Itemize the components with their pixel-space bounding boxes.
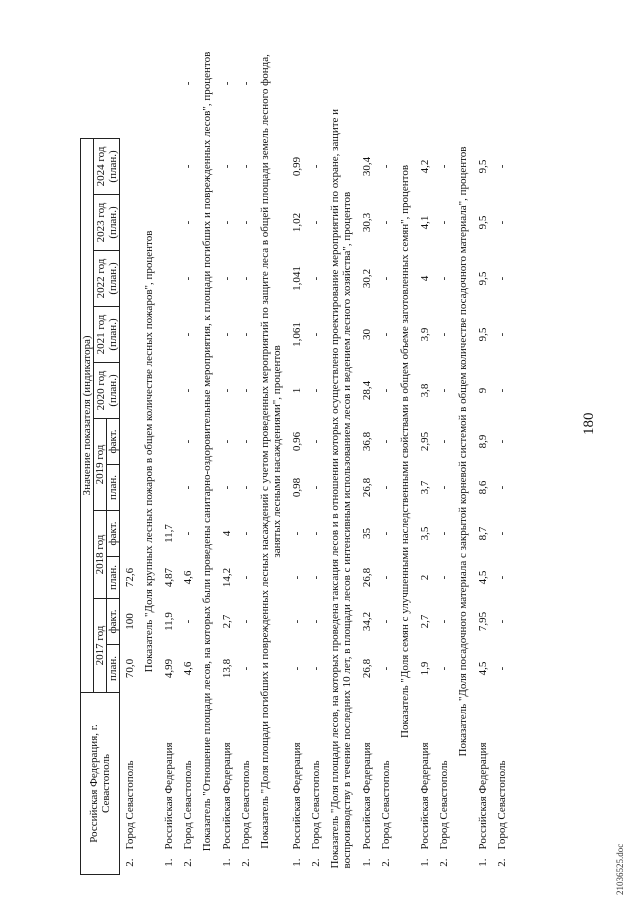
region-name: Город Севастополь [495, 760, 508, 850]
value-cell: - [379, 619, 392, 624]
value-cell [120, 418, 140, 464]
value-cell: 4,2 [418, 159, 431, 174]
value-cell: 0,98 [290, 477, 303, 498]
value-cell: - [495, 388, 508, 393]
region-name: Город Севастополь [309, 760, 322, 850]
table-row [120, 28, 140, 874]
value-cell: 4,6 [181, 661, 194, 676]
value-cell: 4 [220, 530, 233, 537]
value-cell [159, 250, 178, 306]
value-cell: 35 [360, 527, 373, 539]
value-cell: - [437, 388, 450, 393]
value-cell [120, 510, 140, 556]
value-cell: - [239, 619, 252, 624]
value-cell: - [495, 485, 508, 490]
table-row [178, 28, 197, 874]
region-name: Российская Федерация [220, 742, 233, 850]
value-cell: - [437, 619, 450, 624]
row-number: 2. [379, 858, 392, 867]
value-cell: - [495, 164, 508, 169]
value-cell [120, 194, 140, 250]
footer-code: 21036525.doc [615, 843, 625, 895]
value-cell: - [379, 276, 392, 281]
value-cell [159, 28, 178, 138]
value-cell: 4,5 [476, 661, 489, 676]
row-number: 1. [290, 858, 303, 867]
value-cell: - [220, 388, 233, 393]
table-row [376, 28, 395, 874]
value-cell: - [437, 575, 450, 580]
value-cell: 26,8 [360, 567, 373, 588]
value-cell: 7,95 [476, 611, 489, 632]
value-cell: - [495, 531, 508, 536]
value-cell: - [309, 332, 322, 337]
row-number: 2. [437, 858, 450, 867]
value-cell [120, 250, 140, 306]
value-cell: - [379, 164, 392, 169]
value-cell: - [181, 276, 194, 281]
value-cell: 30 [360, 328, 373, 340]
value-cell: - [495, 332, 508, 337]
value-cell: - [181, 485, 194, 490]
value-cell: - [495, 575, 508, 580]
year-header-2020: 2020 год (план.) [94, 362, 120, 418]
value-cell: - [309, 388, 322, 393]
value-cell: 4,87 [162, 567, 175, 588]
value-cell [120, 362, 140, 418]
value-cell: - [309, 666, 322, 671]
page-number: 180 [581, 412, 597, 435]
value-cell [434, 28, 453, 138]
row-number: 2. [123, 858, 136, 867]
table-row [159, 28, 178, 874]
table-row [492, 28, 511, 874]
row-number: 2. [181, 858, 194, 867]
value-cell: 9 [476, 387, 489, 394]
value-cell: - [239, 220, 252, 225]
value-cell: - [379, 220, 392, 225]
fact-subheader: факт. [107, 598, 120, 644]
value-cell: - [220, 332, 233, 337]
indicator-title: Показатель "Доля крупных лесных пожаров в общем количестве лесных пожаров", процентов [143, 230, 155, 673]
table-row [306, 28, 325, 874]
value-cell: - [220, 439, 233, 444]
value-cell: 11,9 [162, 612, 175, 631]
region-name: Российская Федерация [360, 742, 373, 850]
value-cell: 1,061 [290, 322, 303, 347]
value-cell: 100 [123, 613, 136, 630]
value-cell: 4,6 [181, 570, 194, 585]
row-number: 2. [239, 858, 252, 867]
value-cell: 1,02 [290, 212, 303, 233]
region-name: Российская Федерация [290, 742, 303, 850]
value-cell: 2,7 [418, 614, 431, 629]
region-name: Российская Федерация [476, 742, 489, 850]
value-cell: - [239, 439, 252, 444]
value-cell: - [239, 164, 252, 169]
value-cell: - [181, 619, 194, 624]
value-cell: - [379, 332, 392, 337]
value-cell: - [220, 81, 233, 86]
value-cell: - [495, 666, 508, 671]
value-cell: - [181, 439, 194, 444]
value-cell: 3,7 [418, 480, 431, 495]
value-cell: - [181, 332, 194, 337]
value-cell [120, 306, 140, 362]
value-cell: 0,99 [290, 156, 303, 177]
row-number: 1. [476, 858, 489, 867]
value-cell [306, 28, 325, 138]
row-number: 1. [418, 858, 431, 867]
fact-subheader: факт. [107, 510, 120, 556]
value-cell: - [379, 388, 392, 393]
value-cell: 1,041 [290, 266, 303, 291]
value-cell [120, 138, 140, 194]
value-cell [357, 28, 376, 138]
indicator-title: Показатель "Доля площади погибших и поврежденных лесных насаждений с учетом проведенных мероприятий по защите леса в общей площади земель лесного фонда, занятых лесными насаждениями", процентов [259, 54, 283, 849]
value-cell: - [290, 575, 303, 580]
value-cell: 3,5 [418, 526, 431, 541]
value-cell: 28,4 [360, 380, 373, 401]
value-cell: - [290, 619, 303, 624]
value-cell [376, 28, 395, 138]
value-cell: 0,96 [290, 431, 303, 452]
indicator-group-header: Значение показателя (индикатора) [81, 138, 94, 692]
value-cell: 9,5 [476, 159, 489, 174]
value-cell: - [220, 485, 233, 490]
row-number: 1. [162, 858, 175, 867]
value-cell: - [495, 619, 508, 624]
value-cell: 26,8 [360, 477, 373, 498]
value-cell [159, 138, 178, 194]
value-cell: 34,2 [360, 611, 373, 632]
region-name: Город Севастополь [123, 760, 136, 850]
indicator-title-row [325, 28, 357, 874]
value-cell [473, 28, 492, 138]
value-cell [159, 306, 178, 362]
year-header-2023: 2023 год (план.) [94, 194, 120, 250]
value-cell: - [290, 531, 303, 536]
value-cell: - [181, 220, 194, 225]
value-cell: - [379, 439, 392, 444]
value-cell: 2,7 [220, 614, 233, 629]
value-cell: - [437, 220, 450, 225]
value-cell: - [437, 164, 450, 169]
year-header-2022: 2022 год (план.) [94, 250, 120, 306]
indicator-table [80, 28, 511, 875]
table-row [473, 28, 492, 874]
value-cell [159, 194, 178, 250]
value-cell: 4,99 [162, 658, 175, 679]
value-cell: - [309, 164, 322, 169]
value-cell: - [239, 531, 252, 536]
value-cell: - [239, 575, 252, 580]
indicator-title: Показатель "Доля площади лесов, на которых проведена таксация лесов и в отношении которых осуществлено проектирование мероприятий по охране, защите и воспроизводству в течение последних 10 лет, в площади лесов с интенсивным использованием лесов и ведением лесного хозяйства", процентов [329, 108, 353, 869]
table-row [415, 28, 434, 874]
indicator-title-row [255, 28, 287, 874]
value-cell: - [379, 666, 392, 671]
value-cell: - [437, 485, 450, 490]
row-number: 2. [309, 858, 322, 867]
region-name: Город Севастополь [181, 760, 194, 850]
value-cell: - [437, 531, 450, 536]
value-cell: 11,7 [162, 524, 175, 543]
value-cell: - [309, 575, 322, 580]
value-cell: - [495, 439, 508, 444]
value-cell: 30,3 [360, 212, 373, 233]
value-cell: 30,4 [360, 156, 373, 177]
fact-subheader: факт. [107, 418, 120, 464]
value-cell: 8,9 [476, 434, 489, 449]
indicator-title-row [453, 28, 473, 874]
value-cell: 70,0 [123, 658, 136, 679]
year-header-2024: 2024 год (план.) [94, 138, 120, 194]
value-cell: 2,95 [418, 431, 431, 452]
value-cell: 3,8 [418, 383, 431, 398]
indicator-title: Показатель "Доля семян с улучшенными наследственными свойствами в общем объеме заготовленных семян", процентов [399, 164, 411, 738]
value-cell: 30,2 [360, 268, 373, 289]
value-cell: - [239, 332, 252, 337]
value-cell [415, 28, 434, 138]
table-row [434, 28, 453, 874]
value-cell [159, 362, 178, 418]
value-cell: - [309, 531, 322, 536]
value-cell: - [437, 666, 450, 671]
value-cell: - [309, 220, 322, 225]
value-cell: 4,1 [418, 215, 431, 230]
value-cell: 13,8 [220, 658, 233, 679]
table-row [217, 28, 236, 874]
value-cell: - [437, 276, 450, 281]
value-cell: - [220, 220, 233, 225]
value-cell [492, 28, 511, 138]
value-cell [159, 418, 178, 464]
plan-subheader: план. [107, 556, 120, 598]
value-cell: - [379, 485, 392, 490]
region-name: Российская Федерация [162, 742, 175, 850]
table-row [236, 28, 255, 874]
value-cell: 14,2 [220, 567, 233, 588]
value-cell [159, 464, 178, 510]
value-cell: 9,5 [476, 271, 489, 286]
indicator-title: Показатель "Доля посадочного материала с закрытой корневой системой в общем количестве посадочного материала", процентов [457, 146, 469, 757]
value-cell: 3,9 [418, 327, 431, 342]
value-cell: 8,7 [476, 526, 489, 541]
year-header-2019: 2019 год [94, 418, 107, 510]
year-header-2017: 2017 год [94, 598, 107, 692]
value-cell: - [181, 164, 194, 169]
value-cell [120, 464, 140, 510]
year-header-2021: 2021 год (план.) [94, 306, 120, 362]
value-cell: - [220, 276, 233, 281]
region-name: Город Севастополь [437, 760, 450, 850]
value-cell: - [379, 575, 392, 580]
value-cell: 4,5 [476, 570, 489, 585]
value-cell: 4 [418, 275, 431, 282]
value-cell: 9,5 [476, 327, 489, 342]
value-cell: - [181, 81, 194, 86]
indicator-title: Показатель "Отношение площади лесов, на которых были проведены санитарно-оздоровительные мероприятия, к площади погибших и поврежденных лесов", процентов [201, 51, 213, 852]
table-row [287, 28, 306, 874]
plan-subheader: план. [107, 464, 120, 510]
value-cell: - [309, 619, 322, 624]
region-header: Российская Федерация, г. Севастополь [81, 692, 120, 874]
value-cell: 8,6 [476, 480, 489, 495]
table-row [357, 28, 376, 874]
value-cell: - [379, 531, 392, 536]
plan-subheader: план. [107, 644, 120, 692]
value-cell: - [239, 388, 252, 393]
value-cell: - [239, 81, 252, 86]
value-cell: - [309, 439, 322, 444]
table-body [120, 28, 512, 874]
value-cell: 9,5 [476, 215, 489, 230]
value-cell: - [495, 220, 508, 225]
value-cell: - [181, 531, 194, 536]
row-number: 2. [495, 858, 508, 867]
value-cell: - [239, 666, 252, 671]
value-cell: 26,8 [360, 658, 373, 679]
value-cell: 2 [418, 574, 431, 581]
value-cell: 36,8 [360, 431, 373, 452]
value-cell: - [309, 485, 322, 490]
indicator-title-row [139, 28, 159, 874]
value-cell: 72,6 [123, 567, 136, 588]
indicator-title-row [395, 28, 415, 874]
region-name: Город Севастополь [239, 760, 252, 850]
region-name: Российская Федерация [418, 742, 431, 850]
value-cell: - [220, 164, 233, 169]
value-cell: - [239, 485, 252, 490]
indicator-title-row [197, 28, 217, 874]
value-cell: 1 [290, 387, 303, 394]
value-cell: - [290, 666, 303, 671]
value-cell: - [437, 332, 450, 337]
year-header-2018: 2018 год [94, 510, 107, 598]
value-cell [287, 28, 306, 138]
value-cell: - [181, 388, 194, 393]
row-number: 1. [220, 858, 233, 867]
value-cell: 1,9 [418, 661, 431, 676]
value-cell: - [495, 276, 508, 281]
value-cell: - [309, 276, 322, 281]
value-cell: - [437, 439, 450, 444]
value-cell [120, 28, 140, 138]
region-name: Город Севастополь [379, 760, 392, 850]
value-cell: - [239, 276, 252, 281]
row-number: 1. [360, 858, 373, 867]
